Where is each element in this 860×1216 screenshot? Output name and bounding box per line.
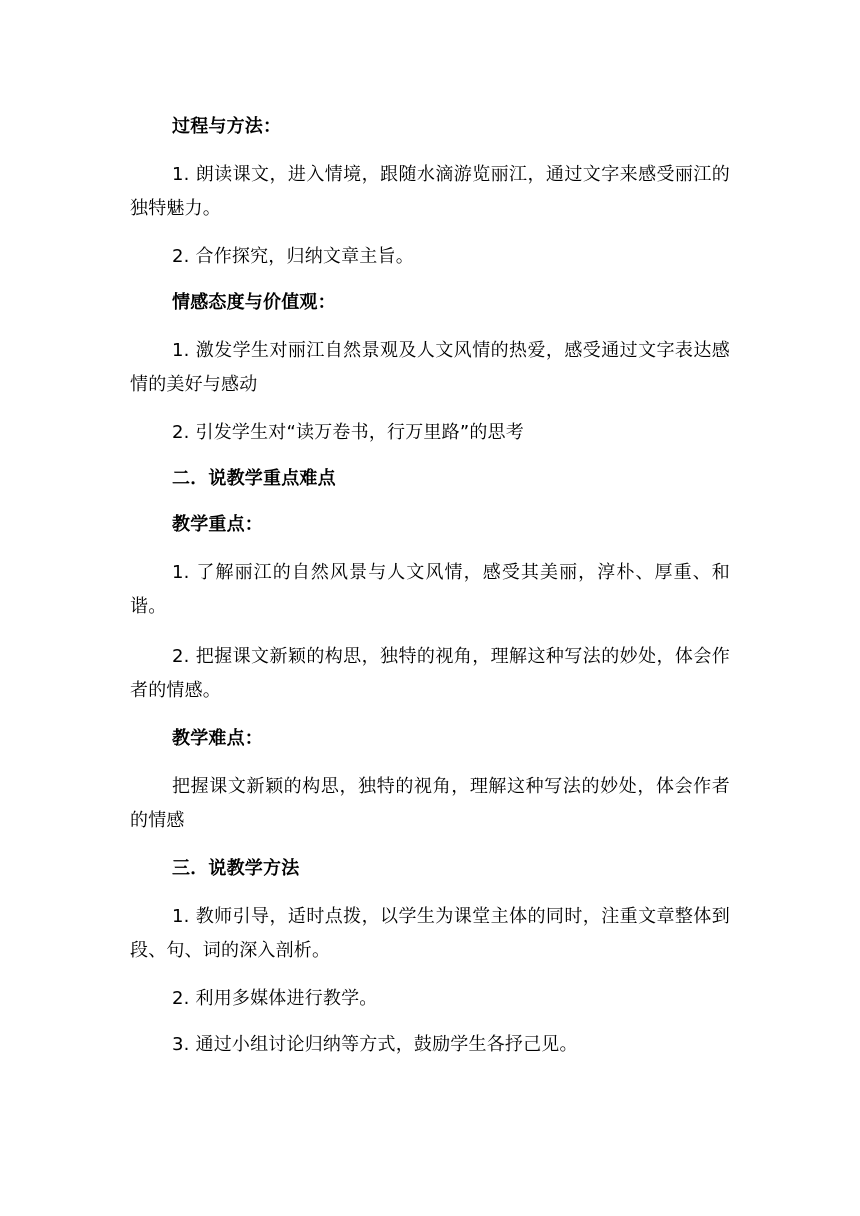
paragraph-focus-2: 2. 把握课文新颖的构思，独特的视角，理解这种写法的妙处，体会作者的情感。 (130, 646, 730, 701)
heading-teaching-focus: 教学重点： (172, 514, 263, 535)
paragraph-emotion-2: 2. 引发学生对“读万卷书，行万里路”的思考 (172, 422, 524, 443)
heading-teaching-difficulty: 教学难点： (172, 728, 263, 749)
section-heading-teaching-methods: 三．说教学方法 (172, 858, 300, 879)
heading-process-methods: 过程与方法： (172, 116, 282, 137)
paragraph-focus-1: 1. 了解丽江的自然风景与人文风情，感受其美丽，淳朴、厚重、和谐。 (130, 562, 730, 617)
paragraph-method-1: 1. 教师引导，适时点拨，以学生为课堂主体的同时，注重文章整体到段、句、词的深入剖析。 (130, 906, 730, 961)
heading-emotion-values: 情感态度与价值观： (172, 292, 336, 313)
document-page (130, 112, 730, 1076)
paragraph-process-2: 2. 合作探究，归纳文章主旨。 (172, 246, 414, 267)
paragraph-method-2: 2. 利用多媒体进行教学。 (172, 988, 378, 1009)
paragraph-difficulty: 把握课文新颖的构思，独特的视角，理解这种写法的妙处，体会作者的情感 (130, 776, 730, 831)
paragraph-method-3: 3. 通过小组讨论归纳等方式，鼓励学生各抒己见。 (172, 1034, 578, 1055)
paragraph-emotion-1: 1. 激发学生对丽江自然景观及人文风情的热爱，感受通过文字表达感情的美好与感动 (130, 340, 730, 395)
paragraph-process-1: 1. 朗读课文，进入情境，跟随水滴游览丽江，通过文字来感受丽江的独特魅力。 (130, 164, 730, 219)
section-heading-key-points: 二．说教学重点难点 (172, 468, 336, 489)
